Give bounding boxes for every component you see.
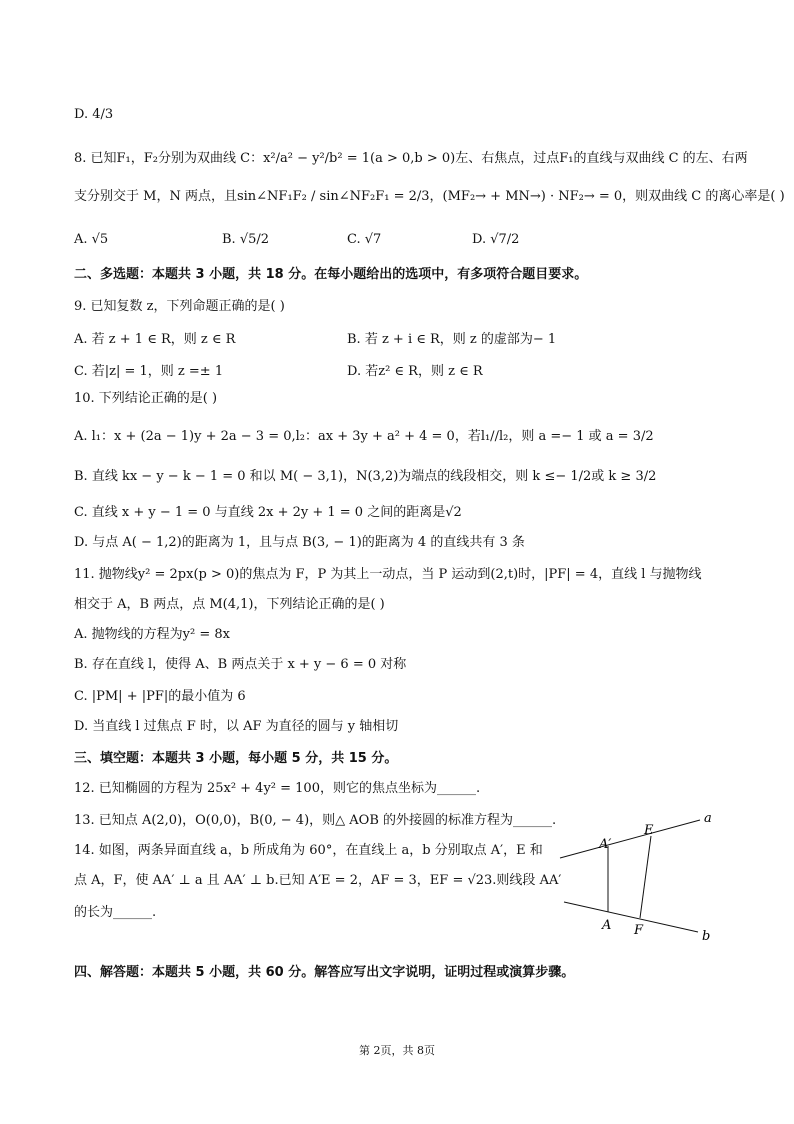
q9-option-c: C. 若|z| = 1，则 z =± 1: [74, 364, 224, 379]
q10-stem: 10. 下列结论正确的是( ): [74, 391, 218, 406]
skew-lines-figure: [550, 810, 720, 945]
label-a-prime: A′: [599, 837, 612, 852]
q10-option-d: D. 与点 A( − 1,2)的距离为 1，且与点 B(3, − 1)的距离为 4 的直线共有 3 条: [74, 535, 525, 550]
section-multi-choice-heading: 二、多选题：本题共 3 小题，共 18 分。在每小题给出的选项中，有多项符合题目要求。: [74, 267, 588, 282]
q14-line1: 14. 如图，两条异面直线 a，b 所成角为 60°，在直线上 a，b 分别取点 A′，E 和: [74, 843, 543, 858]
prev-option-d-text: D. 4/3: [74, 107, 114, 122]
q8-option-a: A. √5: [74, 232, 109, 247]
q12-text: 12. 已知椭圆的方程为 25x² + 4y² = 100，则它的焦点坐标为______.: [74, 781, 481, 796]
q11-line1: 11. 抛物线y² = 2px(p > 0)的焦点为 F，P 为其上一动点，当 P 运动到(2,t)时，|PF| = 4，直线 l 与抛物线: [74, 567, 702, 582]
q11-line2: 相交于 A，B 两点，点 M(4,1)，下列结论正确的是( ): [74, 597, 385, 612]
label-e: E: [644, 823, 654, 838]
q14-line3: 的长为______.: [74, 905, 157, 920]
q9-option-b: B. 若 z + i ∈ R，则 z 的虚部为− 1: [347, 332, 557, 347]
q13-text: 13. 已知点 A(2,0)，O(0,0)，B(0, − 4)，则△ AOB 的外接圆的标准方程为______.: [74, 813, 557, 828]
label-b-line: b: [702, 929, 711, 944]
q8-line1: 8. 已知F₁，F₂分别为双曲线 C：x²/a² − y²/b² = 1(a > 0,b > 0)左、右焦点，过点F₁的直线与双曲线 C 的左、右两: [74, 151, 748, 166]
label-a-line: a: [704, 811, 712, 826]
q14-line2: 点 A，F，使 AA′ ⊥ a 且 AA′ ⊥ b.已知 A′E = 2，AF = 3，EF = √23.则线段 AA′: [74, 873, 562, 888]
q8-line2: 支分别交于 M，N 两点，且sin∠NF₁F₂ / sin∠NF₂F₁ = 2/3，(MF₂→ + MN→) · NF₂→ = 0，则双曲线 C 的离心率是( ): [74, 189, 785, 204]
page-footer: 第 2页，共 8页: [359, 1044, 435, 1057]
q9-option-a: A. 若 z + 1 ∈ R，则 z ∈ R: [74, 332, 236, 347]
q11-option-a: A. 抛物线的方程为y² = 8x: [74, 627, 230, 642]
prev-option-d: [74, 106, 113, 124]
q8-option-b: B. √5/2: [222, 232, 270, 247]
q11-option-b: B. 存在直线 l，使得 A、B 两点关于 x + y − 6 = 0 对称: [74, 657, 407, 672]
q9-option-d: D. 若z² ∈ R，则 z ∈ R: [347, 364, 483, 379]
q11-option-c: C. |PM| + |PF|的最小值为 6: [74, 689, 246, 704]
q11-option-d: D. 当直线 l 过焦点 F 时，以 AF 为直径的圆与 y 轴相切: [74, 719, 399, 734]
label-f: F: [634, 923, 644, 938]
q10-option-a: A. l₁：x + (2a − 1)y + 2a − 3 = 0,l₂：ax + 3y + a² + 4 = 0，若l₁//l₂，则 a =− 1 或 a = 3/2: [74, 429, 654, 444]
q8-option-c: C. √7: [347, 232, 382, 247]
line-b: [564, 902, 698, 932]
q9-stem: 9. 已知复数 z，下列命题正确的是( ): [74, 299, 285, 314]
q8-option-d: D. √7/2: [472, 232, 520, 247]
line-a: [560, 820, 700, 858]
q10-option-b: B. 直线 kx − y − k − 1 = 0 和以 M( − 3,1)，N(3,2)为端点的线段相交，则 k ≤− 1/2或 k ≥ 3/2: [74, 469, 657, 484]
label-a: A: [602, 918, 612, 933]
section-fill-blank-heading: 三、填空题：本题共 3 小题，每小题 5 分，共 15 分。: [74, 751, 398, 766]
segment-ef: [640, 836, 651, 918]
section-solve-heading: 四、解答题：本题共 5 小题，共 60 分。解答应写出文字说明，证明过程或演算步骤。: [74, 965, 575, 980]
q10-option-c: C. 直线 x + y − 1 = 0 与直线 2x + 2y + 1 = 0 之间的距离是√2: [74, 505, 462, 520]
